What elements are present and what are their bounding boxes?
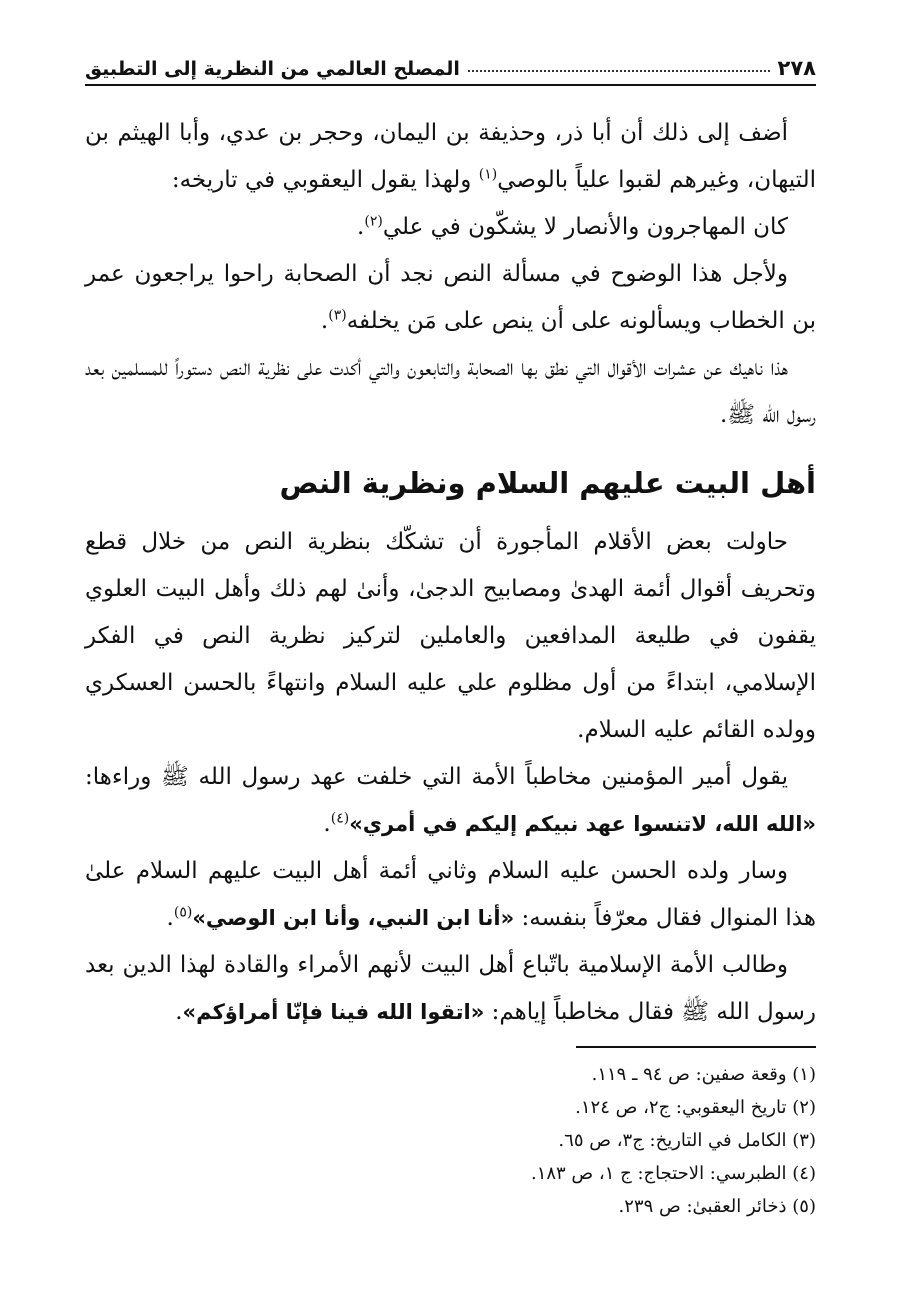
header-leader-dots [468,70,770,72]
main-text [85,110,816,1036]
paragraph-7: وطالب الأمة الإسلامية باتّباع أهل البيت لأنهم الأمراء والقادة لهذا الدين بعد رسول الله ﷺ فقال مخاطباً إياهم: «اتقوا الله فينا فإنّا أمراؤكم». [85,952,816,1025]
footnote-5: (٥) ذخائر العقبىٰ: ص ٢٣٩. [618,1196,816,1217]
bold-quote-2: «أنا ابن النبي، وأنا ابن الوصي» [192,906,515,930]
running-title: المصلح العالمي من النظرية إلى التطبيق [85,58,460,80]
page-number: ٢٧٨ [777,56,816,80]
footnote-3: (٣) الكامل في التاريخ: ج٣، ص ٦٥. [558,1130,816,1151]
footnote-ref-4[interactable]: (٤) [330,810,350,827]
paragraph-2: ولأجل هذا الوضوح في مسألة النص نجد أن الصحابة راحوا يراجعون عمر بن الخطاب ويسألونه على أن ينص على مَن يخلفه$^{(٣)}$. [85,261,816,334]
quote-yaqubi: كان المهاجرون والأنصار لا يشكّون في علي$^{(٢)}$. [357,213,788,240]
footnote-4: (٤) الطبرسي: الاحتجاج: ج ١، ص ١٨٣. [530,1163,816,1184]
section-heading: أهل البيت عليهم السلام ونظرية النص [279,466,816,500]
bold-quote-1: «الله الله، لاتنسوا عهد نبيكم إليكم في أمري» [349,812,816,836]
paragraph-4: حاولت بعض الأقلام المأجورة أن تشكّك بنظرية النص من خلال قطع وتحريف أقوال أئمة الهدىٰ ومصابيح الدجىٰ، وأنىٰ لهم ذلك وأهل البيت العلوي يقفون في طليعة المدافعين والعاملين لتركيز نظرية النص في الفكر الإسلامي، ابتداءً من أول مظلوم علي عليه السلام وانتهاءً بالحسن العسكري وولده القائم عليه السلام. [85,529,816,743]
footnote-2: (٢) تاريخ اليعقوبي: ج٢، ص ١٢٤. [575,1097,816,1118]
footnote-ref-3[interactable]: (٣) [328,307,347,324]
paragraph-1: أضف إلى ذلك أن أبا ذر، وحذيفة بن اليمان، وحجر بن عدي، وأبا الهيثم بن التيهان، وغيرهم لقبوا علياً بالوصي$^{(١)}$ ولهذا يقول اليعقوبي في تاريخه: [85,120,816,193]
footnote-1: (١) وقعة صفين: ص ٩٤ ـ ١١٩. [591,1064,816,1085]
paragraph-5: يقول أمير المؤمنين مخاطباً الأمة التي خلفت عهد رسول الله ﷺ وراءها: «الله الله، لاتنسوا عهد نبيكم إليكم في أمري»$^{(٤)}$. [85,764,816,837]
running-header [85,50,816,86]
footnotes [300,1058,816,1223]
bold-quote-3: «اتقوا الله فينا فإنّا أمراؤكم» [182,1000,485,1024]
footnote-ref-2[interactable]: (٢) [364,213,383,230]
footnote-ref-5[interactable]: (٥) [173,904,193,921]
paragraph-3: هذا ناهيك عن عشرات الأقوال التي نطق بها الصحابة والتابعون والتي أكدت على نظرية النص دستوراً للمسلمين بعد رسول الله ﷺ. [85,355,816,428]
footnote-separator [576,1046,816,1048]
footnote-ref-1[interactable]: (١) [478,166,498,183]
paragraph-6: وسار ولده الحسن عليه السلام وثاني أئمة أهل البيت عليهم السلام علىٰ هذا المنوال فقال معرّفاً بنفسه: «أنا ابن النبي، وأنا ابن الوصي»$^{(٥)}$. [85,858,816,931]
